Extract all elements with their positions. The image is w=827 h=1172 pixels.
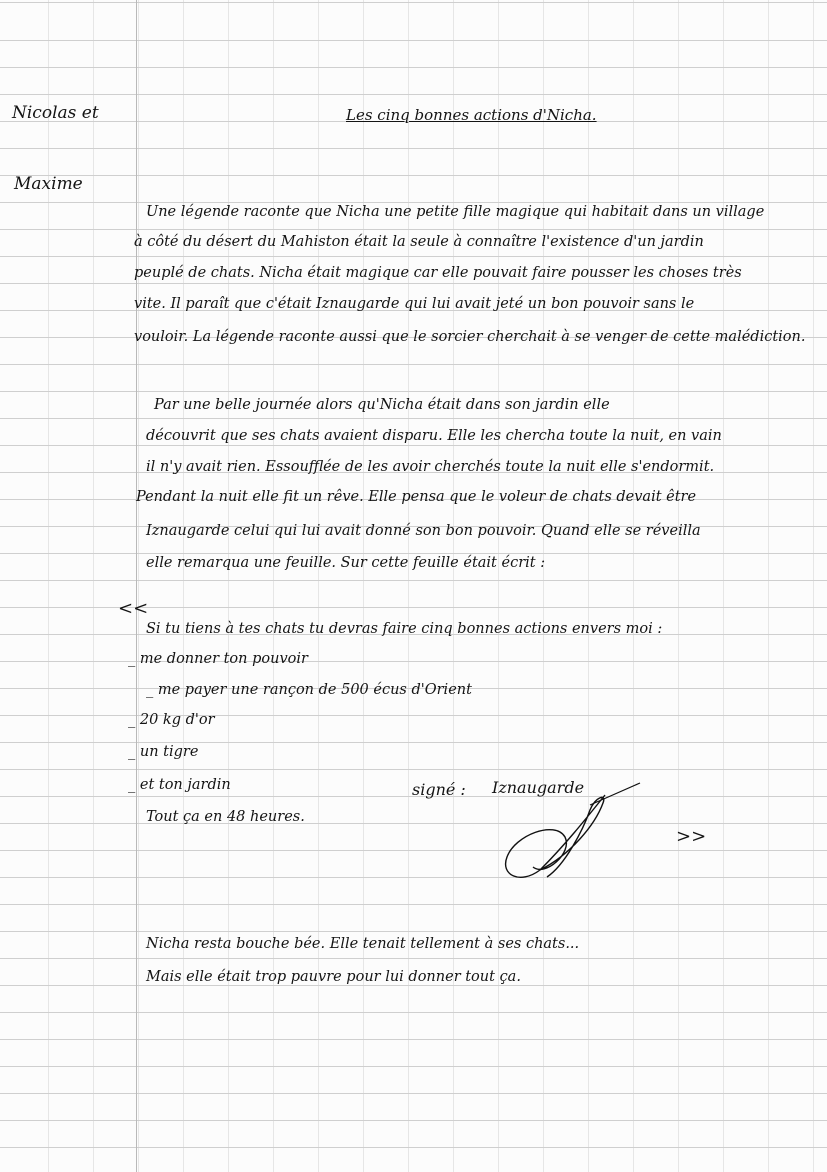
text-line: vouloir. La légende raconte aussi que le sorcier cherchait à se venger de cette malédiction. [134, 329, 806, 345]
text-line: Nicha resta bouche bée. Elle tenait tellement à ses chats... [146, 936, 580, 952]
open-quote: << [118, 598, 149, 619]
text-line: à côté du désert du Mahiston était la seule à connaître l'existence d'un jardin [134, 234, 704, 250]
letter-item: _ me payer une rançon de 500 écus d'Orient [146, 682, 472, 698]
author-line-1: Nicolas et [12, 103, 99, 123]
letter-item: _ 20 kg d'or [128, 712, 215, 728]
margin-line [136, 0, 137, 1172]
text-line: Par une belle journée alors qu'Nicha était dans son jardin elle [154, 397, 610, 413]
author-line-2: Maxime [14, 174, 83, 194]
text-line: peuplé de chats. Nicha était magique car elle pouvait faire pousser les choses très [134, 265, 742, 281]
text-line: Mais elle était trop pauvre pour lui donner tout ça. [146, 969, 521, 985]
letter-item: _ me donner ton pouvoir [128, 651, 308, 667]
letter-deadline: Tout ça en 48 heures. [146, 809, 305, 825]
letter-item: _ un tigre [128, 744, 199, 760]
text-line: Pendant la nuit elle fit un rêve. Elle pensa que le voleur de chats devait être [136, 489, 697, 505]
text-line: il n'y avait rien. Essoufflée de les avoir cherchés toute la nuit elle s'endormit. [146, 459, 715, 475]
signature-scribble [495, 775, 645, 885]
signed-name: Iznaugarde [492, 778, 585, 797]
signed-label: signé : [412, 780, 466, 799]
text-line: Une légende raconte que Nicha une petite fille magique qui habitait dans un village [146, 204, 765, 220]
close-quote: >> [676, 826, 707, 847]
letter-intro: Si tu tiens à tes chats tu devras faire cinq bonnes actions envers moi : [146, 621, 663, 637]
text-line: elle remarqua une feuille. Sur cette feuille était écrit : [146, 555, 546, 571]
page-title: Les cinq bonnes actions d'Nicha. [346, 106, 597, 124]
text-line: Iznaugarde celui qui lui avait donné son bon pouvoir. Quand elle se réveilla [146, 523, 701, 539]
text-line: découvrit que ses chats avaient disparu. Elle les chercha toute la nuit, en vain [146, 428, 722, 444]
letter-item: _ et ton jardin [128, 777, 231, 793]
text-line: vite. Il paraît que c'était Iznaugarde qui lui avait jeté un bon pouvoir sans le [134, 296, 695, 312]
